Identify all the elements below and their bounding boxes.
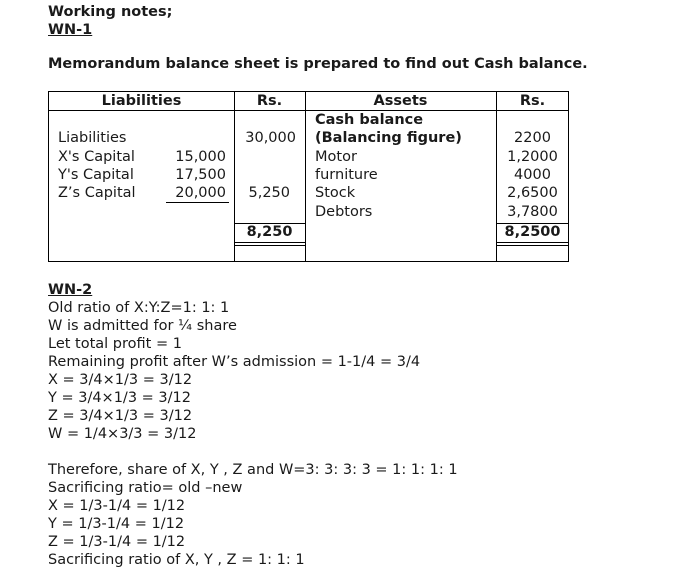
memorandum-balance-sheet [48,91,569,262]
wn2-line: Sacrificing ratio of X, Y , Z = 1: 1: 1 [48,552,305,568]
z-capital-amount: 20,000 [175,185,226,201]
debtors-amount: 3,7800 [507,204,558,220]
capital-total-amount: 5,250 [248,185,290,201]
header-liabilities: Liabilities [101,93,182,109]
wn2-line: X = 3/4×1/3 = 3/12 [48,372,193,388]
wn2-line: Old ratio of X:Y:Z=1: 1: 1 [48,300,230,316]
liabilities-label: Liabilities [58,130,127,146]
cash-balance-label: Cash balance [315,112,424,128]
balancing-figure-label: (Balancing figure) [315,130,462,146]
motor-label: Motor [315,149,357,165]
y-capital-label: Y's Capital [58,167,134,183]
wn2-line: Z = 1/3-1/4 = 1/12 [48,534,186,550]
liabilities-total: 8,250 [246,224,293,240]
header-rs-right: Rs. [519,93,546,109]
wn2-line: Sacrificing ratio= old –new [48,480,243,496]
wn2-line: Remaining profit after W’s admission = 1-1/4 = 3/4 [48,354,421,370]
liabilities-amount: 30,000 [245,130,296,146]
header-assets: Assets [373,93,428,109]
assets-total: 8,2500 [504,224,561,240]
z-capital-label: Z’s Capital [58,185,136,201]
cash-balance-amount: 2200 [514,130,551,146]
wn2-line: Z = 3/4×1/3 = 3/12 [48,408,193,424]
wn1-heading: WN-1 [48,22,93,38]
wn2-heading: WN-2 [48,282,93,298]
x-capital-label: X's Capital [58,149,135,165]
stock-amount: 2,6500 [507,185,558,201]
wn2-line: X = 1/3-1/4 = 1/12 [48,498,186,514]
working-notes-title: Working notes; [48,4,173,20]
x-capital-amount: 15,000 [175,149,226,165]
debtors-label: Debtors [315,204,373,220]
furniture-label: furniture [315,167,378,183]
wn2-line: Y = 3/4×1/3 = 3/12 [48,390,191,406]
header-rs-left: Rs. [256,93,283,109]
furniture-amount: 4000 [514,167,551,183]
y-capital-amount: 17,500 [175,167,226,183]
wn2-line: W = 1/4×3/3 = 3/12 [48,426,197,442]
motor-amount: 1,2000 [507,149,558,165]
stock-label: Stock [315,185,356,201]
wn1-intro: Memorandum balance sheet is prepared to find out Cash balance. [48,56,588,72]
wn2-line: Let total profit = 1 [48,336,182,352]
wn2-line: W is admitted for ¼ share [48,318,237,334]
wn2-line: Therefore, share of X, Y , Z and W=3: 3: 3: 3 = 1: 1: 1: 1 [48,462,458,478]
wn2-line: Y = 1/3-1/4 = 1/12 [48,516,185,532]
